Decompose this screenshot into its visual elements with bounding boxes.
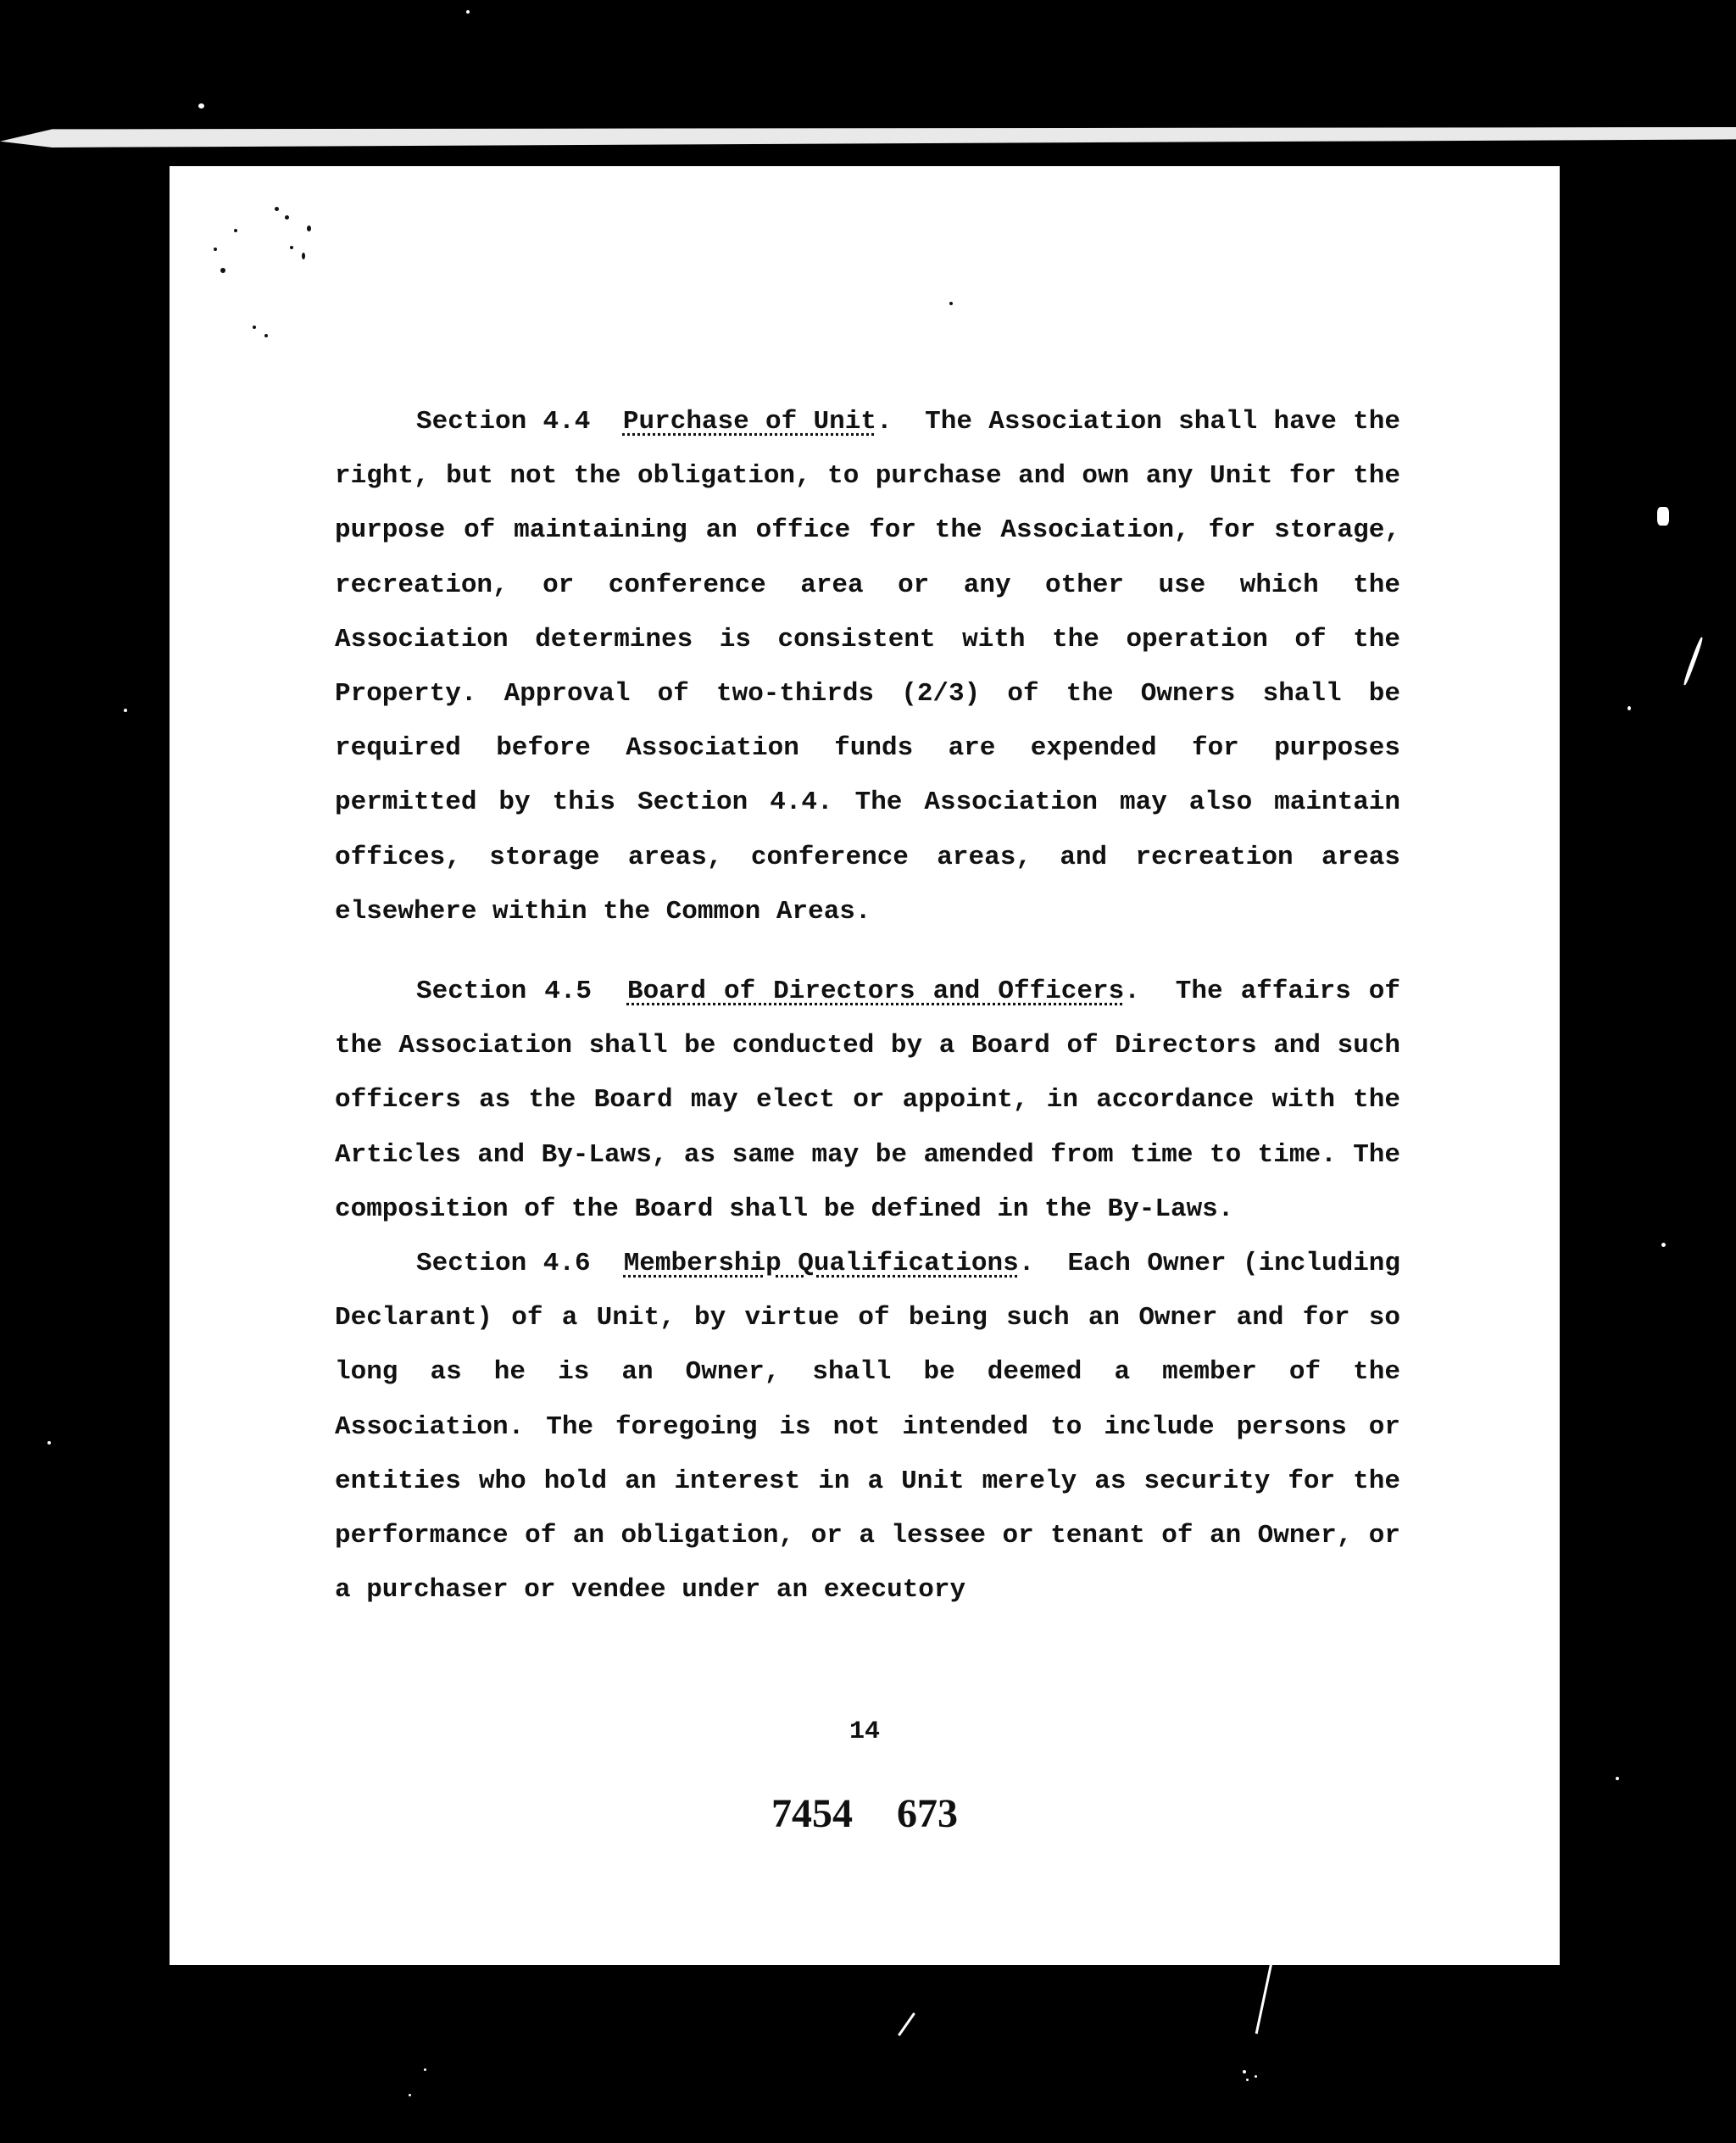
scan-dot: [949, 302, 953, 305]
scan-speck: [1661, 1243, 1666, 1247]
scan-scratch: [898, 2012, 915, 2036]
section-4-4: Section 4.4 Purchase of Unit. The Association shall have the right, but not the obligation, to purchase and own any Unit for the purpose of maintaining an office for the Association, for storage, recreation, or conference area or any other use which the Association determines is consistent with the operation of the Property. Approval of two-thirds (2/3) of the Owners shall be required before Association funds are expended for purposes permitted by this Section 4.4. The Association may also maintain offices, storage areas, conference areas, and recreation areas elsewhere within the Common Areas.: [335, 407, 1400, 927]
scan-scratch: [1255, 1959, 1274, 2034]
scan-edge-band: [0, 127, 1736, 148]
scan-dot: [264, 334, 268, 337]
section-body: Each Owner (including Declarant) of a Unit, by virtue of being such an Owner and for so long as he is an Owner, shall be deemed a member of the Association. The foregoing is not intended to include persons or entities who hold an interest in a Unit merely as security for the performance of an obligation, or a lessee or tenant of an Owner, or a purchaser or vendee under an executory: [335, 1249, 1401, 1606]
scan-speck: [1255, 2075, 1257, 2078]
scan-speck: [1683, 637, 1704, 686]
scan-dot: [234, 229, 237, 232]
section-heading: Board of Directors and Officers: [626, 977, 1125, 1007]
scan-dot: [220, 268, 225, 273]
scan-speck: [1628, 706, 1631, 710]
scan-speck: [1243, 2070, 1246, 2073]
section-number: Section 4.5: [416, 977, 593, 1007]
scan-speck: [424, 2068, 426, 2071]
scan-dot: [214, 248, 217, 251]
section-number: Section 4.4: [416, 407, 591, 437]
scan-speck: [1657, 507, 1669, 526]
stamp-page-number: 673: [897, 1791, 958, 1836]
scan-dot: [275, 207, 279, 211]
stamp-book-number: 7454: [771, 1791, 853, 1836]
scan-speck: [466, 10, 470, 14]
section-4-6: Section 4.6 Membership Qualifications. Each Owner (including Declarant) of a Unit, by virtue of being such an Owner and for so long as he is an Owner, shall be deemed a member of the Association. The foregoing is not intended to include persons or entities who hold an interest in a Unit merely as security for the performance of an obligation, or a lessee or tenant of an Owner, or a purchaser or vendee under an executory: [335, 1249, 1401, 1606]
scan-speck: [198, 103, 204, 109]
scan-dot: [302, 253, 305, 259]
scan-dot: [285, 215, 289, 220]
scan-speck: [1616, 1777, 1619, 1780]
scan-dot: [290, 246, 293, 249]
section-body: The affairs of the Association shall be conducted by a Board of Directors and such officers as the Board may elect or appoint, in accordance with the Articles and By-Laws, as same may be amended from time to time. The composition of the Board shall be defined in the By-Laws.: [335, 977, 1400, 1224]
scan-speck: [409, 2094, 411, 2096]
scan-speck: [1246, 2079, 1249, 2081]
document-body: [335, 395, 1400, 1617]
page-number: 14: [849, 1717, 880, 1746]
section-4-5: Section 4.5 Board of Directors and Officers. The affairs of the Association shall be conducted by a Board of Directors and such officers as the Board may elect or appoint, in accordance with the Articles and By-Laws, as same may be amended from time to time. The composition of the Board shall be defined in the By-Laws.: [335, 977, 1400, 1224]
scan-dot: [307, 225, 311, 231]
scan-dot: [253, 326, 256, 329]
section-heading: Purchase of Unit: [622, 407, 876, 437]
document-page: [170, 166, 1560, 1965]
scan-speck: [47, 1441, 51, 1444]
section-body: The Association shall have the right, but not the obligation, to purchase and own any Unit for the purpose of maintaining an office for the Association, for storage, recreation, or conference area or any other use which the Association determines is consistent with the operation of the Property. Approval of two-thirds (2/3) of the Owners shall be required before Association funds are expended for purposes permitted by this Section 4.4. The Association may also maintain offices, storage areas, conference areas, and recreation areas elsewhere within the Common Areas.: [335, 407, 1400, 927]
section-number: Section 4.6: [416, 1249, 591, 1279]
section-heading: Membership Qualifications: [623, 1249, 1019, 1279]
scan-speck: [124, 709, 127, 712]
recording-stamp: [170, 1790, 1560, 1837]
